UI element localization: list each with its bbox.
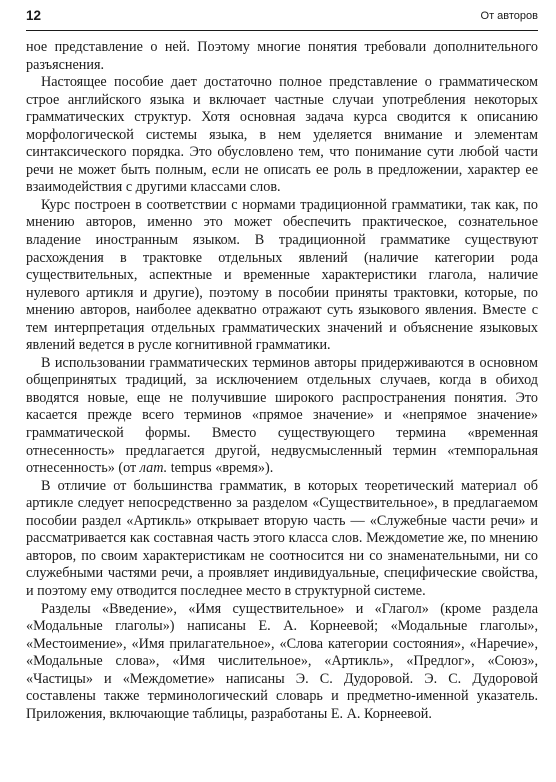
paragraph-course-structure: Курс построен в соответствии с нормами традиционной грамматики, так как, по мнению авторов, именно это может обеспечить практическое, сознательное владение иностранным языком. В традиционной грамматике существуют расхождения в трактовке отдельных явлений (наличие категории рода существительных, аспектные и временные характеристики глагола, наличие нулевого артикля и другие), поэтому в пособии приняты трактовки, которые, по мнению авторов, наиболее адекватно отражают суть языкового явления. Вместе с тем интерпретация отдельных грамматических значений и объяснение языковых явлений ведется в русле когнитивной грамматики. — [26, 196, 538, 354]
paragraph-continuation: ное представление о ней. Поэтому многие понятия требовали дополнительного разъяснения. — [26, 39, 538, 73]
book-page — [26, 0, 538, 782]
body-text — [26, 39, 538, 723]
terminology-text-end: tempus «время»). — [170, 460, 274, 477]
page-number: 12 — [26, 8, 42, 23]
section-title: От авторов — [480, 10, 538, 22]
paragraph-purpose: Настоящее пособие дает достаточно полное представление о грамматическом строе английского языка и включает частные случаи употребления некоторых грамматических структур. Хотя основная задача курса сводится к описанию морфологической системы языка, в нем уделяется внимание и элементам синтаксического порядка. Это обусловлено тем, что понимание сути любой части речи не может быть полным, если не описать ее роль в предложении, характер ее взаимодействия с другими классами слов. — [26, 74, 538, 196]
running-header — [26, 4, 538, 31]
terminology-text: В использовании грамматических терминов авторы придерживаются в основном общепринятых традиций, за исключением отдельных случаев, когда в обиход вводятся новые, еще не получившие широкого распространения понятия. Это касается прежде всего терминов «прямое значение» и «непрямое значение» грамматической формы. Вместо существующего термина «временная отнесенность» предлагается другой, недвусмысленный термин «темпоральная отнесенность» (от — [26, 354, 538, 477]
paragraph-terminology — [26, 355, 538, 478]
paragraph-authorship: Разделы «Введение», «Имя существительное» и «Глагол» (кроме раздела «Модальные глаголы») написаны Е. А. Корнеевой; «Модальные глаголы», «Местоимение», «Имя прилагательное», «Слова категории состояния», «Наречие», «Модальные слова», «Имя числительное», «Артикль», «Предлог», «Союз», «Частицы» и «Междометие» написаны Э. С. Дудоровой. Э. С. Дудоровой составлены также терминологический словарь и предметно-именной указатель. Приложения, включающие таблицы, разработаны Е. А. Корнеевой. — [26, 600, 538, 722]
paragraph-article-section: В отличие от большинства грамматик, в которых теоретический материал об артикле следует непосредственно за разделом «Существительное», в предлагаемом пособии раздел «Артикль» открывает вторую часть — «Служебные части речи» и рассматривается как составная часть этого класса слов. Междометие же, по мнению авторов, по своим характеристикам не соотносится ни со знаменательными, ни со служебными частями речи, а проявляет индивидуальные, специфические свойства, и поэтому ему отводится последнее место в структурной системе. — [26, 477, 538, 599]
latin-abbreviation: лат. — [139, 460, 168, 477]
